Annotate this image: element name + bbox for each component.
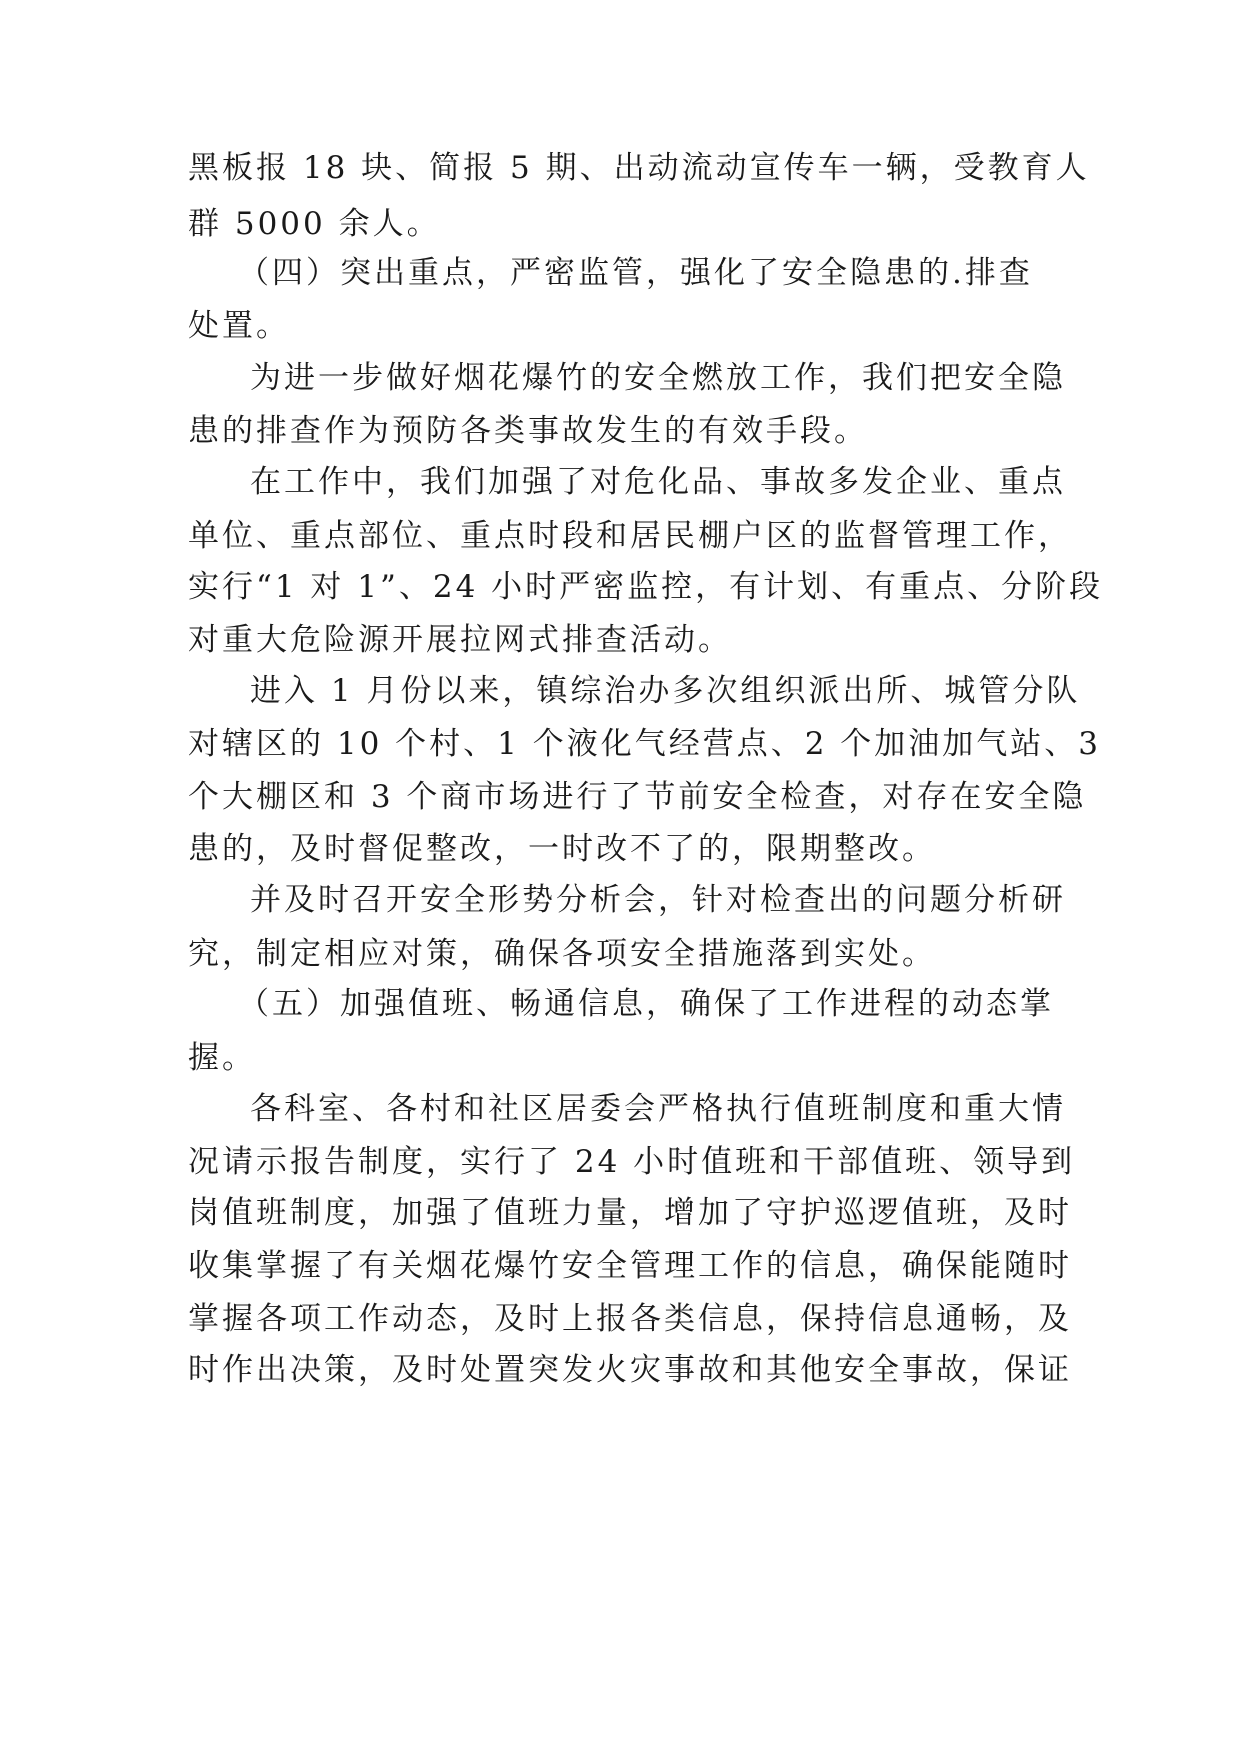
text-line: 况请示报告制度，实行了 24 小时值班和干部值班、领导到 (188, 1144, 1076, 1180)
text-line: 收集掌握了有关烟花爆竹安全管理工作的信息，确保能随时 (188, 1248, 1072, 1284)
text-line: 握。 (188, 1040, 256, 1076)
section-heading-5: （五）加强值班、畅通信息，确保了工作进程的动态掌 (238, 986, 1054, 1022)
text-line: 单位、重点部位、重点时段和居民棚户区的监督管理工作， (188, 518, 1072, 554)
text-line: 患的，及时督促整改，一时改不了的，限期整改。 (188, 831, 936, 867)
text-line: 处置。 (188, 308, 290, 344)
text-line: 黑板报 18 块、简报 5 期、出动流动宣传车一辆，受教育人 (188, 150, 1090, 186)
text-line: 实行“1 对 1”、24 小时严密监控，有计划、有重点、分阶段 (188, 569, 1104, 605)
text-line: 并及时召开安全形势分析会，针对检查出的问题分析研 (250, 882, 1066, 918)
text-line: 时作出决策，及时处置突发火灾事故和其他安全事故，保证 (188, 1352, 1072, 1388)
text-line: 掌握各项工作动态，及时上报各类信息，保持信息通畅，及 (188, 1301, 1072, 1337)
text-line: 为进一步做好烟花爆竹的安全燃放工作，我们把安全隐 (250, 360, 1066, 396)
text-line: 进入 1 月份以来，镇综治办多次组织派出所、城管分队 (250, 673, 1081, 709)
text-line: 对辖区的 10 个村、1 个液化气经营点、2 个加油加气站、3 (188, 726, 1102, 762)
text-line: 究，制定相应对策，确保各项安全措施落到实处。 (188, 936, 936, 972)
text-line: 岗值班制度，加强了值班力量，增加了守护巡逻值班，及时 (188, 1195, 1072, 1231)
text-line: 群 5000 余人。 (188, 206, 441, 242)
section-heading-4: （四）突出重点，严密监管，强化了安全隐患的.排查 (238, 255, 1033, 291)
text-line: 对重大危险源开展拉网式排查活动。 (188, 622, 732, 658)
text-line: 患的排查作为预防各类事故发生的有效手段。 (188, 413, 868, 449)
text-line: 个大棚区和 3 个商市场进行了节前安全检查，对存在安全隐 (188, 779, 1087, 815)
text-line: 在工作中，我们加强了对危化品、事故多发企业、重点 (250, 464, 1066, 500)
text-line: 各科室、各村和社区居委会严格执行值班制度和重大情 (250, 1091, 1066, 1127)
